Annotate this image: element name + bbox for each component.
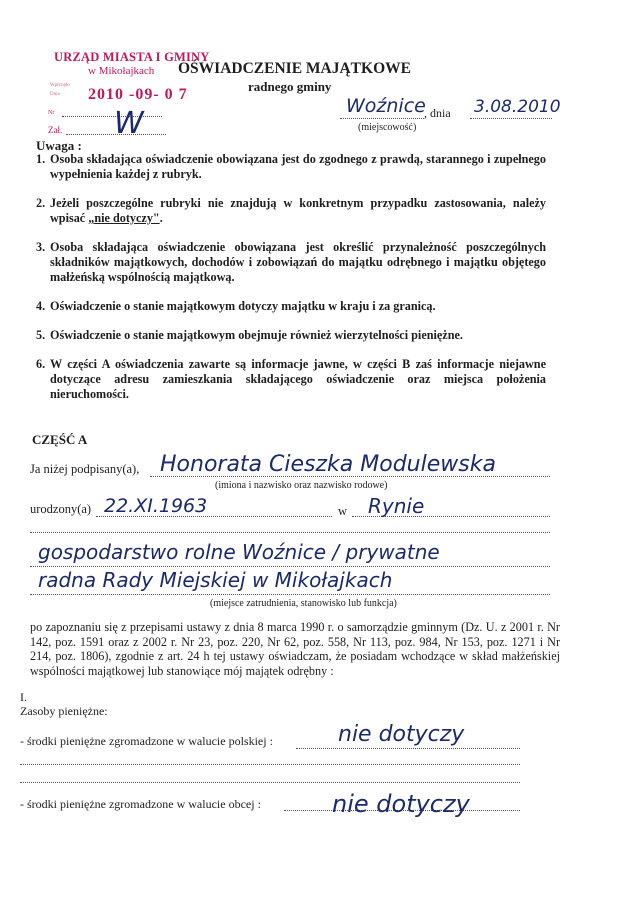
instruction-item: 3. Osoba składająca oświadczenie obowiązana jest określić przynależność poszczególnych składników majątkowych, dochodów i zobowiązań do majątku odrębnego i majątku objętego małżeńską wspólnością majątkową.: [36, 240, 546, 284]
blank-line: [20, 782, 520, 783]
foreign-funds-value: nie dotyczy: [332, 790, 470, 818]
part-a-heading: CZĘŚĆ A: [32, 432, 88, 447]
stamp-office-name: URZĄD MIASTA I GMINY: [54, 50, 210, 64]
instruction-item: 5. Oświadczenie o stanie majątkowym obejmuje również wierzytelności pieniężne.: [36, 328, 463, 342]
instruction-item: 6. W części A oświadczenia zawarte są informacje jawne, w części B zaś informacje niejawne dotyczące adresu zamieszkania składającego oświadczenie oraz miejsca położenia nieruchomości.: [36, 357, 546, 401]
instruction-item: 1. Osoba składająca oświadczenie obowiązana jest do zgodnego z prawdą, starannego i zupełnego wypełnienia każdej z rubryk.: [36, 152, 546, 181]
declarant-name: Honorata Cieszka Modulewska: [160, 452, 496, 477]
place-caption: (miejscowość): [358, 122, 417, 133]
stamp-city: w Mikołajkach: [88, 65, 155, 77]
pln-funds-label: - środki pieniężne zgromadzone w walucie polskiej :: [20, 734, 273, 748]
instructions-list: [36, 152, 546, 416]
name-caption: (imiona i nazwisko oraz nazwisko rodowe): [215, 480, 388, 491]
date-line: [470, 118, 552, 119]
document-title: OŚWIADCZENIE MAJĄTKOWE: [178, 60, 411, 77]
not-applicable-phrase: „nie dotyczy": [88, 211, 160, 225]
born-label: urodzony(a): [30, 502, 92, 516]
section-title: Zasoby pieniężne:: [20, 704, 108, 718]
blank-line: [30, 532, 550, 533]
foreign-funds-label: - środki pieniężne zgromadzone w walucie obcej :: [20, 797, 261, 811]
document-subtitle: radnego gminy: [248, 79, 332, 94]
office-stamp: [48, 46, 210, 146]
birth-date: 22.XI.1963: [104, 495, 208, 517]
section-number: I.: [20, 690, 27, 704]
place-line: [340, 118, 424, 119]
stamp-nr-label: Nr: [48, 110, 55, 116]
place-value: Woźnice: [346, 95, 426, 117]
stamp-nr-line: [62, 116, 162, 117]
employment-line-2: radna Rady Miejskiej w Mikołajkach: [38, 568, 393, 592]
instruction-item: 4. Oświadczenie o stanie majątkowym dotyczy majątku w kraju i za granicą.: [36, 299, 436, 313]
date-value: 3.08.2010: [474, 97, 561, 117]
employment-caption: (miejsce zatrudnienia, stanowisko lub funkcja): [210, 598, 397, 609]
signed-label: Ja niżej podpisany(a),: [30, 462, 140, 476]
date-label: , dnia: [424, 106, 451, 120]
instructions-heading: Uwaga :: [36, 138, 82, 153]
instruction-item: 2. Jeżeli poszczególne rubryki nie znajdują w konkretnym przypadku zastosowania, należy wpisać „nie dotyczy".: [36, 196, 546, 225]
employment-rule-2: [30, 594, 550, 595]
statement-paragraph: po zapoznaniu się z przepisami ustawy z dnia 8 marca 1990 r. o samorządzie gminnym (Dz. U. z 2001 r. Nr 142, poz. 1591 oraz z 2002 r. Nr 23, poz. 220, Nr 62, poz. 558, Nr 113, poz. 984, Nr 153, poz. 1271 i Nr 214, poz. 1806), zgodnie z art. 24 h tej ustawy oświadczam, że posiadam wchodzące w skład małżeńskiej wspólności majątkowej lub stanowiące mój majątek odrębny :: [30, 620, 560, 678]
pln-funds-line: [296, 748, 520, 749]
stamp-day-label: Dnia: [50, 92, 60, 97]
stamp-date: 2010 -09- 0 7: [88, 86, 188, 103]
stamp-handwritten-mark: W: [114, 106, 144, 141]
birth-place-w-label: w: [338, 504, 348, 518]
employment-rule-1: [30, 566, 550, 567]
stamp-received-label: Wpłynęło: [50, 83, 70, 88]
birth-place: Rynie: [368, 494, 425, 518]
employment-line-1: gospodarstwo rolne Woźnice / prywatne: [38, 540, 440, 564]
pln-funds-value: nie dotyczy: [338, 722, 465, 747]
blank-line: [20, 764, 520, 765]
stamp-attachment-label: Zał.: [48, 125, 63, 135]
